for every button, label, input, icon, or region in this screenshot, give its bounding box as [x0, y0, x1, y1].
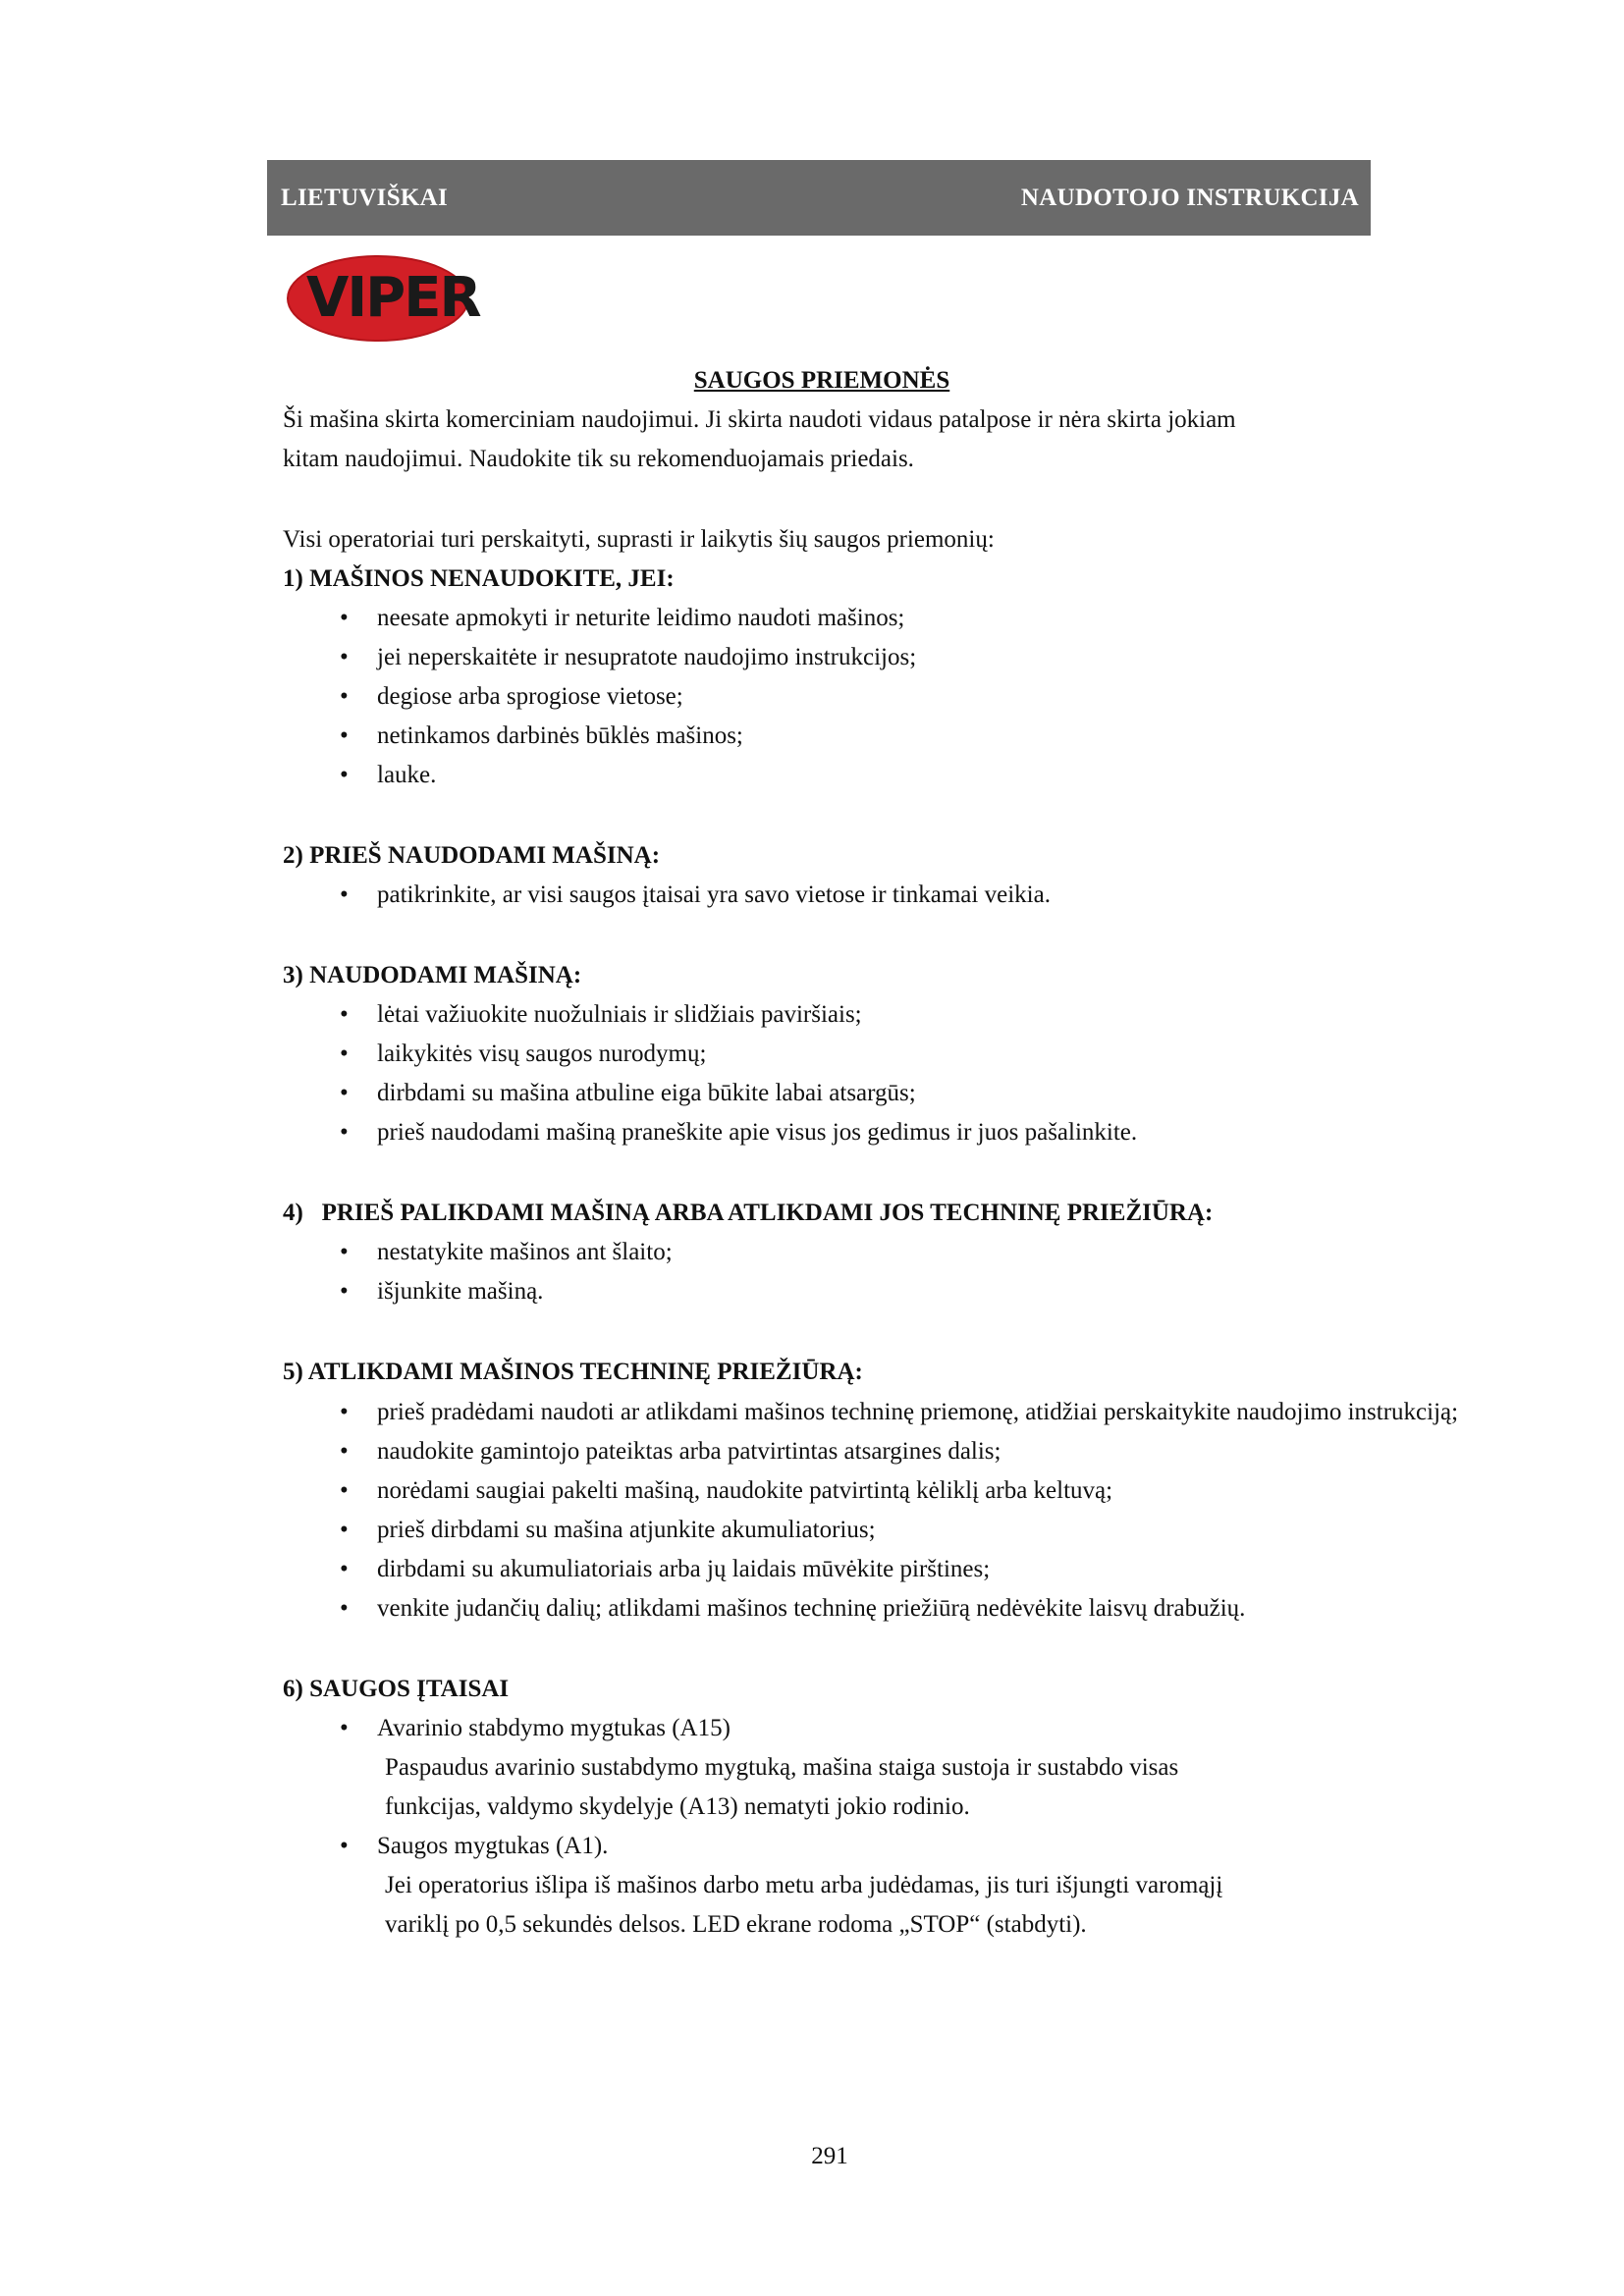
list-item: • jei neperskaitėte ir nesupratote naudojimo instrukcijos; — [340, 644, 917, 670]
list-item: • laikykitės visų saugos nurodymų; — [340, 1041, 707, 1067]
list-item: • nestatykite mašinos ant šlaito; — [340, 1239, 673, 1265]
detail-line: Paspaudus avarinio sustabdymo mygtuką, mašina staiga sustoja ir sustabdo visas — [385, 1754, 1179, 1781]
section-heading: 5) ATLIKDAMI MAŠINOS TECHNINĘ PRIEŽIŪRĄ: — [283, 1359, 863, 1385]
section-list — [283, 876, 1490, 915]
detail-line: variklį po 0,5 sekundės delsos. LED ekrane rodoma „STOP“ (stabdyti). — [385, 1911, 1087, 1938]
operators-note: Visi operatoriai turi perskaityti, suprasti ir laikytis šių saugos priemonių: — [283, 526, 995, 553]
list-item: • prieš dirbdami su mašina atjunkite akumuliatorius; — [340, 1517, 876, 1543]
section-heading: 6) SAUGOS ĮTAISAI — [283, 1676, 510, 1702]
section-heading: 1) MAŠINOS NENAUDOKITE, JEI: — [283, 565, 675, 592]
list-item: • patikrinkite, ar visi saugos įtaisai yra savo vietose ir tinkamai veikia. — [340, 881, 1051, 908]
list-item: • neesate apmokyti ir neturite leidimo naudoti mašinos; — [340, 605, 905, 631]
list-item: • norėdami saugiai pakelti mašiną, naudokite patvirtintą kėliklį arba keltuvą; — [340, 1477, 1113, 1504]
list-item: • Saugos mygtukas (A1). Jei operatorius išlipa iš mašinos darbo metu arba judėdamas, jis turi išjungti varomąjį variklį po 0,5 sekundės delsos. LED ekrane rodoma „STOP“ (stabdyti). — [377, 1827, 1490, 1945]
intro-line-2: kitam naudojimui. Naudokite tik su rekomenduojamais priedais. — [283, 446, 914, 472]
page-number: 291 — [811, 2143, 848, 2169]
section-heading: 3) NAUDODAMI MAŠINĄ: — [283, 962, 582, 988]
logo-text: VIPER — [306, 266, 480, 330]
section-heading: 4) PRIEŠ PALIKDAMI MAŠINĄ ARBA ATLIKDAMI JOS TECHNINĘ PRIEŽIŪRĄ: — [283, 1200, 1214, 1226]
list-item: • degiose arba sprogiose vietose; — [340, 683, 683, 710]
section-list — [283, 1392, 1490, 1629]
header-doc-type: NAUDOTOJO INSTRUKCIJA — [1020, 184, 1359, 211]
header-bar — [267, 160, 1371, 236]
list-item: • prieš naudodami mašiną praneškite apie visus jos gedimus ir juos pašalinkite. — [340, 1119, 1138, 1146]
section-list — [283, 1233, 1490, 1311]
detail-line: Jei operatorius išlipa iš mašinos darbo metu arba judėdamas, jis turi išjungti varomąjį — [385, 1872, 1223, 1898]
detail-line: funkcijas, valdymo skydelyje (A13) nematyti jokio rodinio. — [385, 1793, 970, 1820]
list-item: • lauke. — [340, 762, 437, 788]
page-title: SAUGOS PRIEMONĖS — [693, 367, 950, 394]
section-list — [283, 995, 1490, 1152]
document-body — [283, 361, 1490, 1945]
list-item: • prieš pradėdami naudoti ar atlikdami mašinos techninę priemonę, atidžiai perskaitykite naudojimo instrukciją; — [340, 1399, 1459, 1425]
section-list — [283, 599, 1490, 795]
viper-logo — [285, 253, 545, 344]
list-item: • išjunkite mašiną. — [340, 1278, 544, 1305]
list-item: • dirbdami su akumuliatoriais arba jų laidais mūvėkite pirštines; — [340, 1556, 991, 1582]
header-language: LIETUVIŠKAI — [281, 184, 449, 211]
list-item: • lėtai važiuokite nuožulniais ir slidžiais paviršiais; — [340, 1001, 862, 1028]
list-item: • naudokite gamintojo pateiktas arba patvirtintas atsargines dalis; — [340, 1438, 1001, 1465]
section-list — [283, 1709, 1490, 1945]
list-item: • venkite judančių dalių; atlikdami mašinos techninę priežiūrą nedėvėkite laisvų drabužių. — [340, 1595, 1246, 1622]
list-item: • Avarinio stabdymo mygtukas (A15) Paspaudus avarinio sustabdymo mygtuką, mašina staiga sustoja ir sustabdo visas funkcijas, valdymo skydelyje (A13) nematyti jokio rodinio. — [377, 1709, 1490, 1827]
list-item: • dirbdami su mašina atbuline eiga būkite labai atsargūs; — [340, 1080, 916, 1106]
list-item: • netinkamos darbinės būklės mašinos; — [340, 722, 743, 749]
intro-line-1: Ši mašina skirta komerciniam naudojimui. Ji skirta naudoti vidaus patalpose ir nėra skirta jokiam — [283, 406, 1236, 433]
section-heading: 2) PRIEŠ NAUDODAMI MAŠINĄ: — [283, 842, 661, 869]
